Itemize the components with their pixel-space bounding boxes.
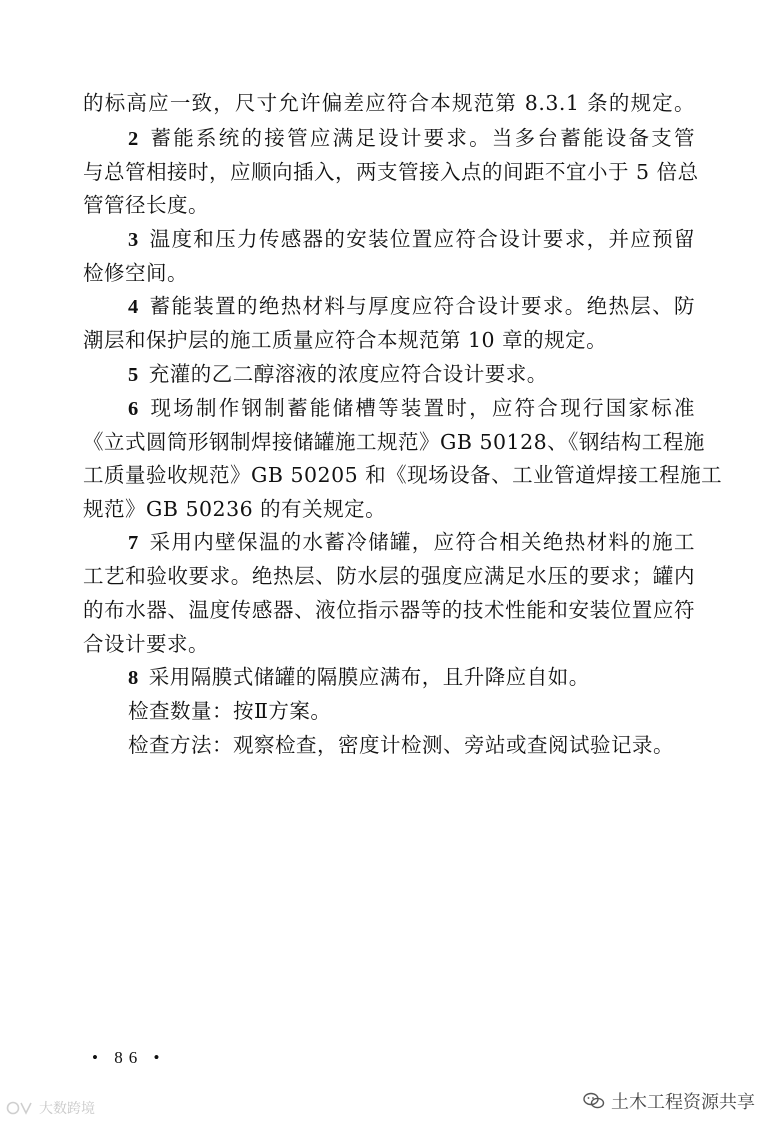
wechat-icon bbox=[583, 1092, 605, 1110]
text-line: 工艺和验收要求。绝热层、防水层的强度应满足水压的要求；罐内 bbox=[83, 564, 695, 588]
watermark-right bbox=[583, 1088, 755, 1114]
clause-number: 6 bbox=[128, 398, 139, 420]
text-line: 与总管相接时，应顺向插入，两支管接入点的间距不宜小于 5 倍总 bbox=[83, 160, 699, 184]
numbered-clause bbox=[128, 121, 695, 156]
clause-number: 8 bbox=[128, 667, 139, 689]
numbered-clause bbox=[128, 222, 695, 257]
text-line: 的标高应一致，尺寸允许偏差应符合本规范第 8.3.1 条的规定。 bbox=[83, 91, 695, 115]
text-line: 充灌的乙二醇溶液的浓度应符合设计要求。 bbox=[148, 362, 548, 386]
clause-number: 4 bbox=[128, 296, 139, 318]
text-line: 温度和压力传感器的安装位置应符合设计要求，并应预留 bbox=[148, 227, 695, 251]
text-line: 规范》GB 50236 的有关规定。 bbox=[83, 497, 387, 521]
inspection-quantity: 检查数量：按Ⅱ方案。 bbox=[128, 699, 332, 723]
text-line: 蓄能装置的绝热材料与厚度应符合设计要求。绝热层、防 bbox=[148, 294, 695, 318]
text-line: 管管径长度。 bbox=[83, 193, 209, 217]
clause-number: 7 bbox=[128, 532, 139, 554]
text-line: 现场制作钢制蓄能储槽等装置时，应符合现行国家标准 bbox=[148, 396, 695, 420]
text-line: 采用内壁保温的水蓄冷储罐，应符合相关绝热材料的施工 bbox=[148, 530, 695, 554]
clause-number: 3 bbox=[128, 229, 139, 251]
text-line: 《立式圆筒形钢制焊接储罐施工规范》GB 50128、《钢结构工程施 bbox=[83, 430, 705, 454]
text-line: 检修空间。 bbox=[83, 261, 188, 285]
watermark-left bbox=[6, 1098, 95, 1118]
text-line: 蓄能系统的接管应满足设计要求。当多台蓄能设备支管 bbox=[148, 126, 695, 150]
numbered-clause bbox=[128, 660, 695, 695]
numbered-clause bbox=[128, 391, 695, 426]
brand-logo-icon bbox=[6, 1100, 36, 1116]
watermark-text: 大数跨境 bbox=[39, 1101, 95, 1117]
text-line: 潮层和保护层的施工质量应符合本规范第 10 章的规定。 bbox=[83, 328, 608, 352]
numbered-clause bbox=[128, 289, 695, 324]
text-line: 工质量验收规范》GB 50205 和《现场设备、工业管道焊接工程施工 bbox=[83, 463, 723, 487]
page-number: • 86 • bbox=[92, 1048, 166, 1067]
text-line: 采用隔膜式储罐的隔膜应满布，且升降应自如。 bbox=[148, 665, 590, 689]
numbered-clause bbox=[128, 357, 695, 392]
text-line: 合设计要求。 bbox=[83, 632, 209, 656]
text-line: 的布水器、温度传感器、液位指示器等的技术性能和安装位置应符 bbox=[83, 598, 695, 622]
clause-number: 5 bbox=[128, 364, 139, 386]
numbered-clause bbox=[128, 525, 695, 560]
watermark-text: 土木工程资源共享 bbox=[611, 1092, 755, 1113]
inspection-method: 检查方法：观察检查，密度计检测、旁站或查阅试验记录。 bbox=[128, 733, 674, 757]
clause-number: 2 bbox=[128, 128, 139, 150]
